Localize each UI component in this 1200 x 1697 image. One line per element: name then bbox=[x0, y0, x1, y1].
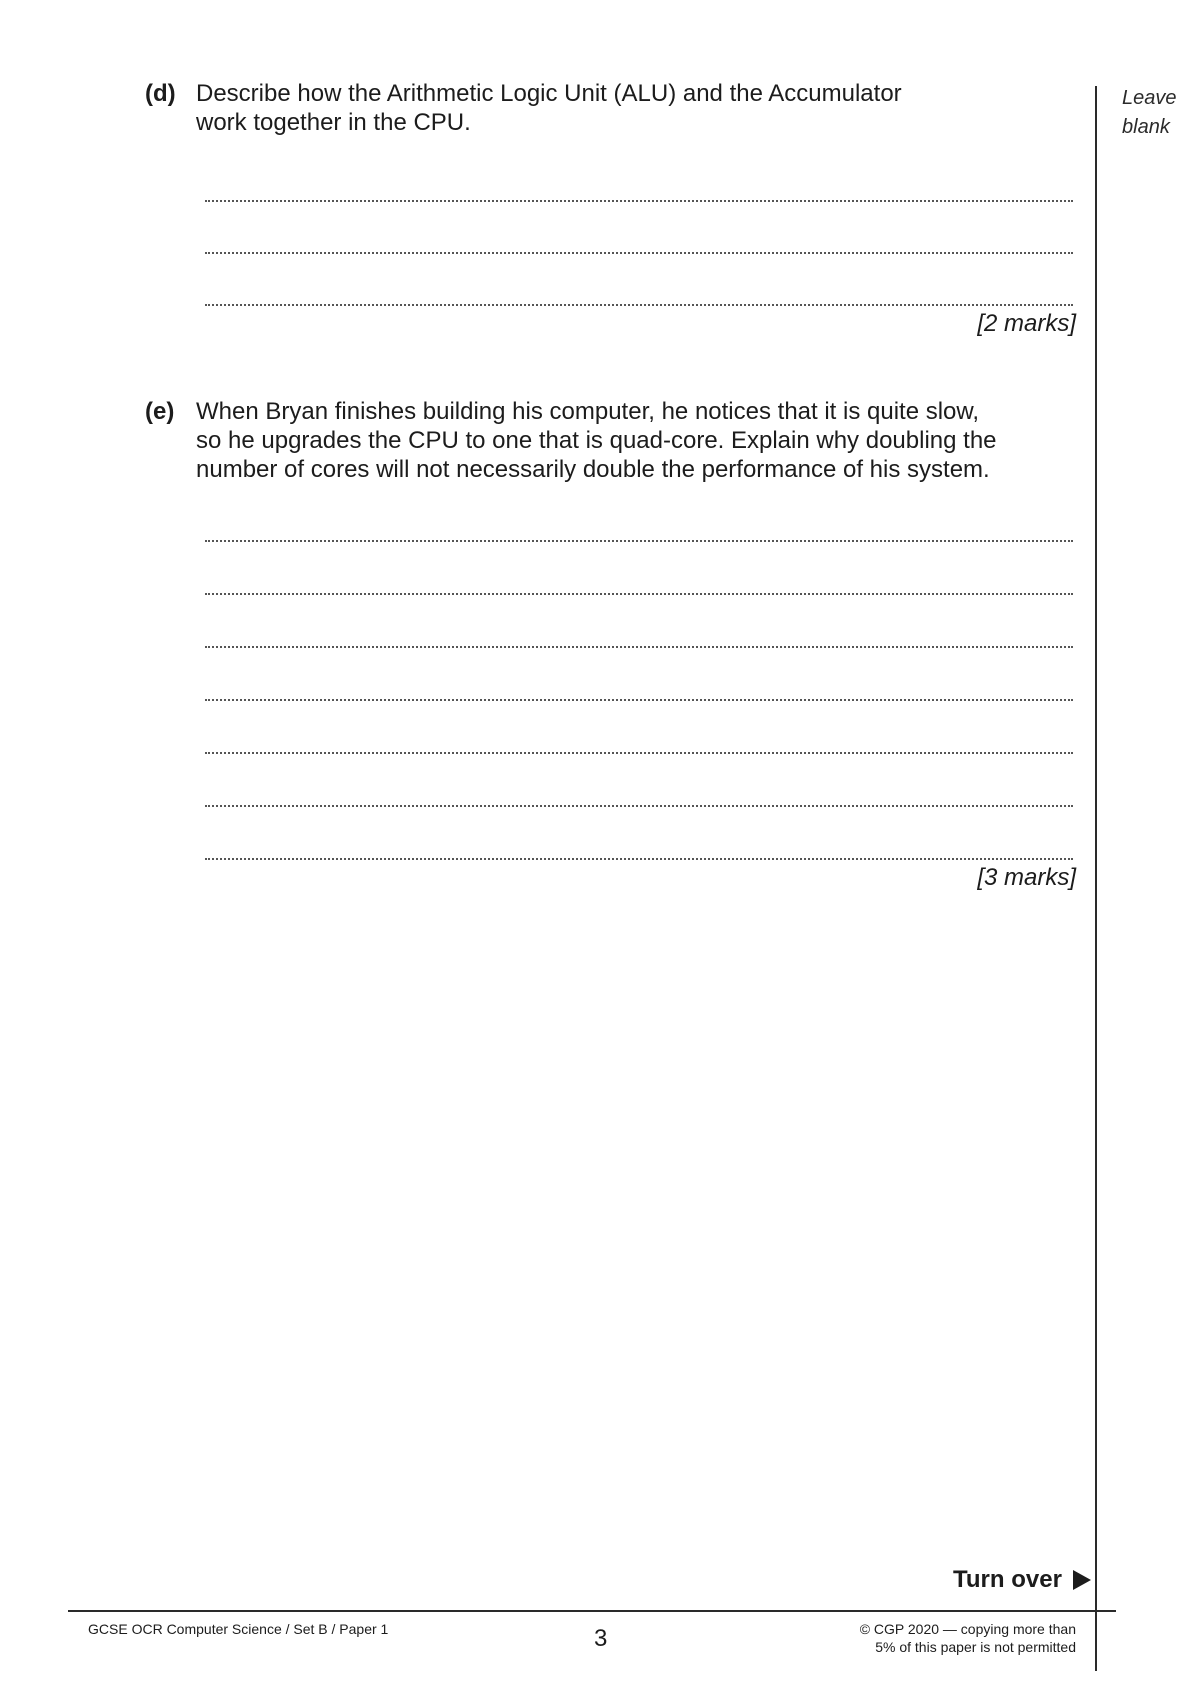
leave-blank-line-1: Leave bbox=[1122, 87, 1177, 109]
question-e-answer-line-4[interactable] bbox=[205, 699, 1073, 701]
page-number: 3 bbox=[594, 1625, 608, 1652]
question-d-text bbox=[196, 79, 1076, 137]
leave-blank-line-2: blank bbox=[1122, 116, 1170, 138]
question-e-marks: [3 marks] bbox=[977, 864, 1076, 891]
footer-copyright-line-1: © CGP 2020 — copying more than bbox=[859, 1621, 1076, 1637]
question-e-answer-line-7[interactable] bbox=[205, 858, 1073, 860]
question-d-answer-line-3[interactable] bbox=[205, 304, 1073, 306]
turn-over-label: Turn over bbox=[953, 1566, 1062, 1593]
question-e-answer-line-6[interactable] bbox=[205, 805, 1073, 807]
question-e-answer-line-2[interactable] bbox=[205, 593, 1073, 595]
question-e-answer-line-1[interactable] bbox=[205, 540, 1073, 542]
question-d-text-line-2: work together in the CPU. bbox=[196, 109, 471, 136]
leave-blank-note bbox=[1122, 84, 1177, 142]
question-d-answer-line-1[interactable] bbox=[205, 200, 1073, 202]
question-e-text-line-3: number of cores will not necessarily double the performance of his system. bbox=[196, 456, 990, 483]
footer-copyright bbox=[860, 1620, 1076, 1656]
question-e-text bbox=[196, 397, 1076, 484]
question-d-text-line-1: Describe how the Arithmetic Logic Unit (ALU) and the Accumulator bbox=[196, 80, 902, 107]
question-d-answer-line-2[interactable] bbox=[205, 252, 1073, 254]
footer-paper-id: GCSE OCR Computer Science / Set B / Paper 1 bbox=[88, 1621, 389, 1637]
question-e-answer-line-5[interactable] bbox=[205, 752, 1073, 754]
question-d-label: (d) bbox=[145, 80, 176, 107]
question-d-marks: [2 marks] bbox=[977, 310, 1076, 337]
question-e-label: (e) bbox=[145, 398, 175, 425]
margin-rule bbox=[1095, 86, 1097, 1671]
footer-copyright-line-2: 5% of this paper is not permitted bbox=[875, 1639, 1076, 1655]
question-e-text-line-2: so he upgrades the CPU to one that is quad-core. Explain why doubling the bbox=[196, 427, 997, 454]
footer-rule bbox=[68, 1610, 1116, 1612]
question-e-answer-line-3[interactable] bbox=[205, 646, 1073, 648]
turn-over-arrow-icon bbox=[1073, 1570, 1091, 1590]
question-e-text-line-1: When Bryan finishes building his computer, he notices that it is quite slow, bbox=[196, 398, 980, 425]
